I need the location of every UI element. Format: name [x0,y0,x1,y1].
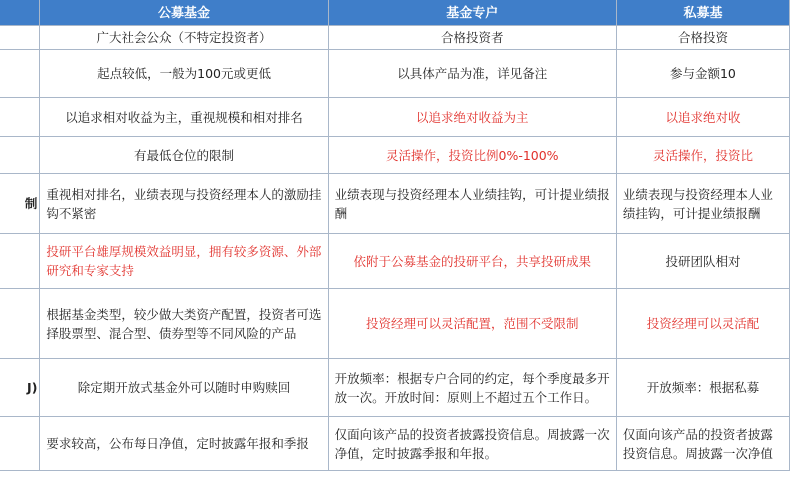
public-fund-cell: 要求较高，公布每日净值，定时披露年报和季报 [40,417,328,471]
table-row [0,26,790,50]
table-row [0,50,790,98]
private-fund-cell: 开放频率：根据私募 [616,359,789,417]
private-fund-cell: 投研团队相对 [616,234,789,289]
special-account-cell: 仅面向该产品的投资者披露投资信息。周披露一次净值，定时披露季报和年报。 [328,417,616,471]
special-account-cell: 以具体产品为准，详见备注 [328,50,616,98]
private-fund-cell: 参与金额10 [616,50,789,98]
public-fund-cell: 除定期开放式基金外可以随时申购赎回 [40,359,328,417]
header-special-account: 基金专户 [328,0,616,26]
row-label [0,137,40,174]
row-label [0,98,40,137]
public-fund-cell: 重视相对排名，业绩表现与投资经理本人的激励挂钩不紧密 [40,174,328,234]
header-label-column [0,0,40,26]
row-label [0,26,40,50]
row-label [0,50,40,98]
row-label [0,234,40,289]
private-fund-cell: 灵活操作，投资比 [616,137,789,174]
table-row [0,359,790,417]
header-private-fund: 私募基 [616,0,789,26]
row-label [0,289,40,359]
special-account-cell: 灵活操作，投资比例0%-100% [328,137,616,174]
table-body [0,26,790,471]
table-row [0,174,790,234]
public-fund-cell: 投研平台雄厚规模效益明显，拥有较多资源、外部研究和专家支持 [40,234,328,289]
private-fund-cell: 合格投资 [616,26,789,50]
special-account-cell: 开放频率：根据专户合同的约定，每个季度最多开放一次。开放时间：原则上不超过五个工作日。 [328,359,616,417]
public-fund-cell: 广大社会公众（不特定投资者） [40,26,328,50]
table-row [0,98,790,137]
private-fund-cell: 仅面向该产品的投资者披露投资信息。周披露一次净值 [616,417,789,471]
header-public-fund: 公募基金 [40,0,328,26]
special-account-cell: 以追求绝对收益为主 [328,98,616,137]
private-fund-cell: 业绩表现与投资经理本人业绩挂钩，可计提业绩报酬 [616,174,789,234]
private-fund-cell: 以追求绝对收 [616,98,789,137]
private-fund-cell: 投资经理可以灵活配 [616,289,789,359]
public-fund-cell: 以追求相对收益为主，重视规模和相对排名 [40,98,328,137]
row-label: 制 [0,174,40,234]
public-fund-cell: 起点较低，一般为100元或更低 [40,50,328,98]
special-account-cell: 合格投资者 [328,26,616,50]
public-fund-cell: 有最低仓位的限制 [40,137,328,174]
row-label [0,417,40,471]
table-row [0,234,790,289]
table-row [0,137,790,174]
special-account-cell: 投资经理可以灵活配置，范围不受限制 [328,289,616,359]
public-fund-cell: 根据基金类型，较少做大类资产配置，投资者可选择股票型、混合型、债券型等不同风险的产品 [40,289,328,359]
table-row [0,289,790,359]
table-row [0,417,790,471]
special-account-cell: 业绩表现与投资经理本人业绩挂钩，可计提业绩报酬 [328,174,616,234]
row-label: J) [0,359,40,417]
special-account-cell: 依附于公募基金的投研平台，共享投研成果 [328,234,616,289]
header-row [0,0,790,26]
